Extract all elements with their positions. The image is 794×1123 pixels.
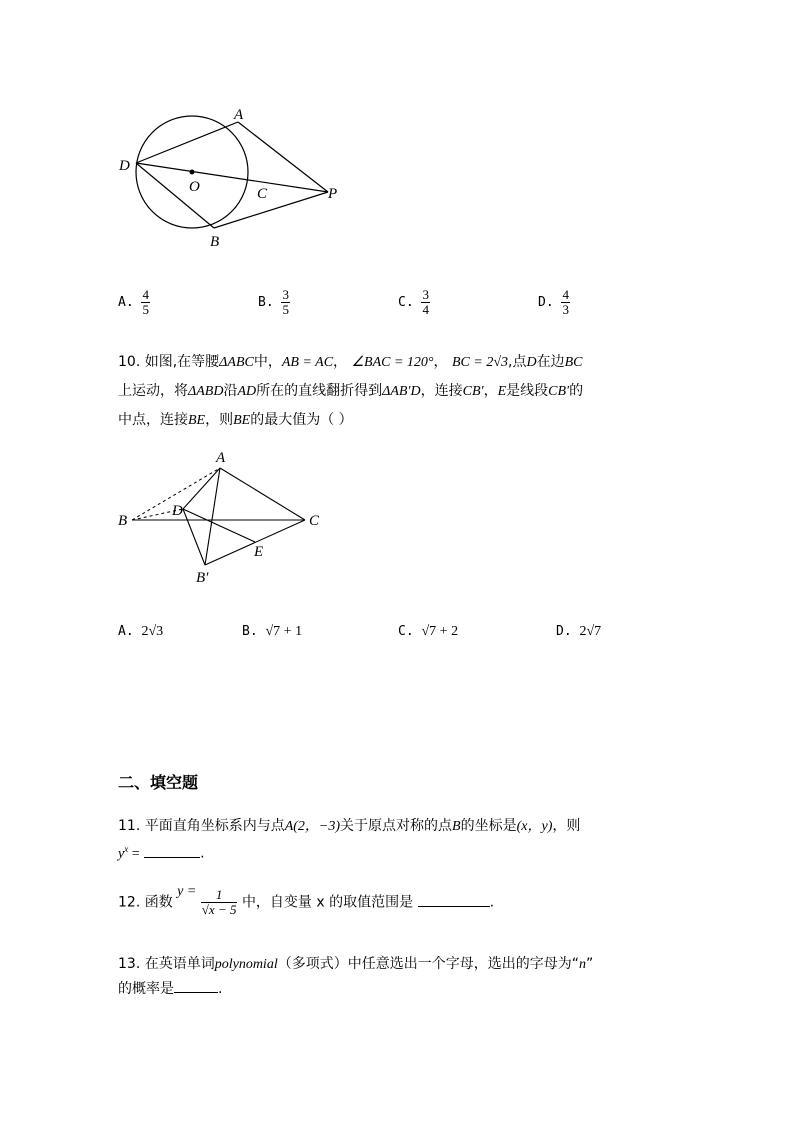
q10-line-2: 上运动，将ΔABD沿AD所在的直线翻折得到ΔAB′D，连接CB′，E是线段CB′的: [118, 383, 584, 399]
label-e: E: [254, 544, 264, 560]
label-o: O: [189, 179, 200, 195]
label-c: C: [257, 186, 268, 202]
q11-line-1: 11. 平面直角坐标系内与点A(2，−3)关于原点对称的点B的坐标是(x，y)，则: [118, 818, 581, 834]
segment-da: [136, 122, 238, 163]
fraction: $\frac{4}{5}$: [142, 287, 149, 317]
q10-line-1: 10. 如图,在等腰ΔABC中，AB = AC， ∠BAC = 120°， BC = 2√3,点D在边BC: [118, 354, 583, 370]
q9-option-a[interactable]: [118, 288, 150, 317]
answer-blank[interactable]: [144, 843, 200, 858]
question-12: 12. 函数 y = $\frac{1}{√x - 5}$ 中，自变量 x 的取值范围是 .: [118, 883, 495, 917]
q13-line-2: 的概率是 .: [118, 975, 678, 1003]
answer-blank[interactable]: [174, 978, 218, 993]
label-b: B: [118, 513, 128, 529]
fraction: $\frac{4}{3}$: [562, 287, 569, 317]
option-letter: A.: [118, 624, 134, 639]
center-point-o: [190, 170, 195, 175]
option-letter: A.: [118, 295, 134, 310]
q13-line-1: 13. 在英语单词polynomial（多项式）中任意选出一个字母，选出的字母为“n”: [118, 956, 594, 972]
circle-tangent-figure: [110, 100, 360, 255]
q11-line-2: $y^x$ = .: [118, 844, 205, 862]
q9-option-b[interactable]: [258, 288, 290, 317]
option-value: 2√3: [141, 624, 164, 639]
q10-option-d[interactable]: [556, 624, 601, 640]
section-title: 二、填空题: [118, 773, 199, 792]
label-a: A: [234, 107, 244, 123]
segment-ap: [238, 122, 328, 192]
option-letter: B.: [242, 624, 258, 639]
option-value: √7 + 2: [421, 624, 459, 639]
q9-option-c[interactable]: [398, 288, 430, 317]
option-letter: D.: [556, 624, 572, 639]
label-b-prime: B′: [196, 570, 209, 586]
option-value: √7 + 1: [265, 624, 303, 639]
label-p: P: [328, 186, 338, 202]
label-a: A: [216, 450, 226, 466]
answer-blank[interactable]: [418, 892, 490, 907]
label-c: C: [309, 513, 320, 529]
segment-bp: [214, 192, 328, 228]
option-value: 2√7: [579, 624, 602, 639]
q10-option-c[interactable]: [398, 624, 458, 640]
question-10: [118, 348, 678, 435]
question-11: [118, 812, 678, 869]
option-letter: B.: [258, 295, 274, 310]
label-d: D: [172, 503, 183, 519]
option-letter: C.: [398, 295, 414, 310]
segment-ac: [220, 468, 305, 520]
q10-line-3: 中点，连接BE，则BE的最大值为（ ）: [118, 412, 353, 428]
fraction: $\frac{3}{5}$: [282, 287, 289, 317]
q10-option-b[interactable]: [242, 624, 302, 640]
folded-triangle-figure: [110, 445, 340, 590]
option-letter: D.: [538, 295, 554, 310]
q10-option-a[interactable]: [118, 624, 163, 640]
option-letter: C.: [398, 624, 414, 639]
label-b: B: [210, 234, 220, 250]
q9-option-d[interactable]: [538, 288, 570, 317]
function-fraction: $\frac{1}{√x - 5}$: [201, 887, 237, 917]
question-13: [118, 950, 678, 1003]
fraction: $\frac{3}{4}$: [422, 287, 429, 317]
label-d: D: [119, 158, 130, 174]
